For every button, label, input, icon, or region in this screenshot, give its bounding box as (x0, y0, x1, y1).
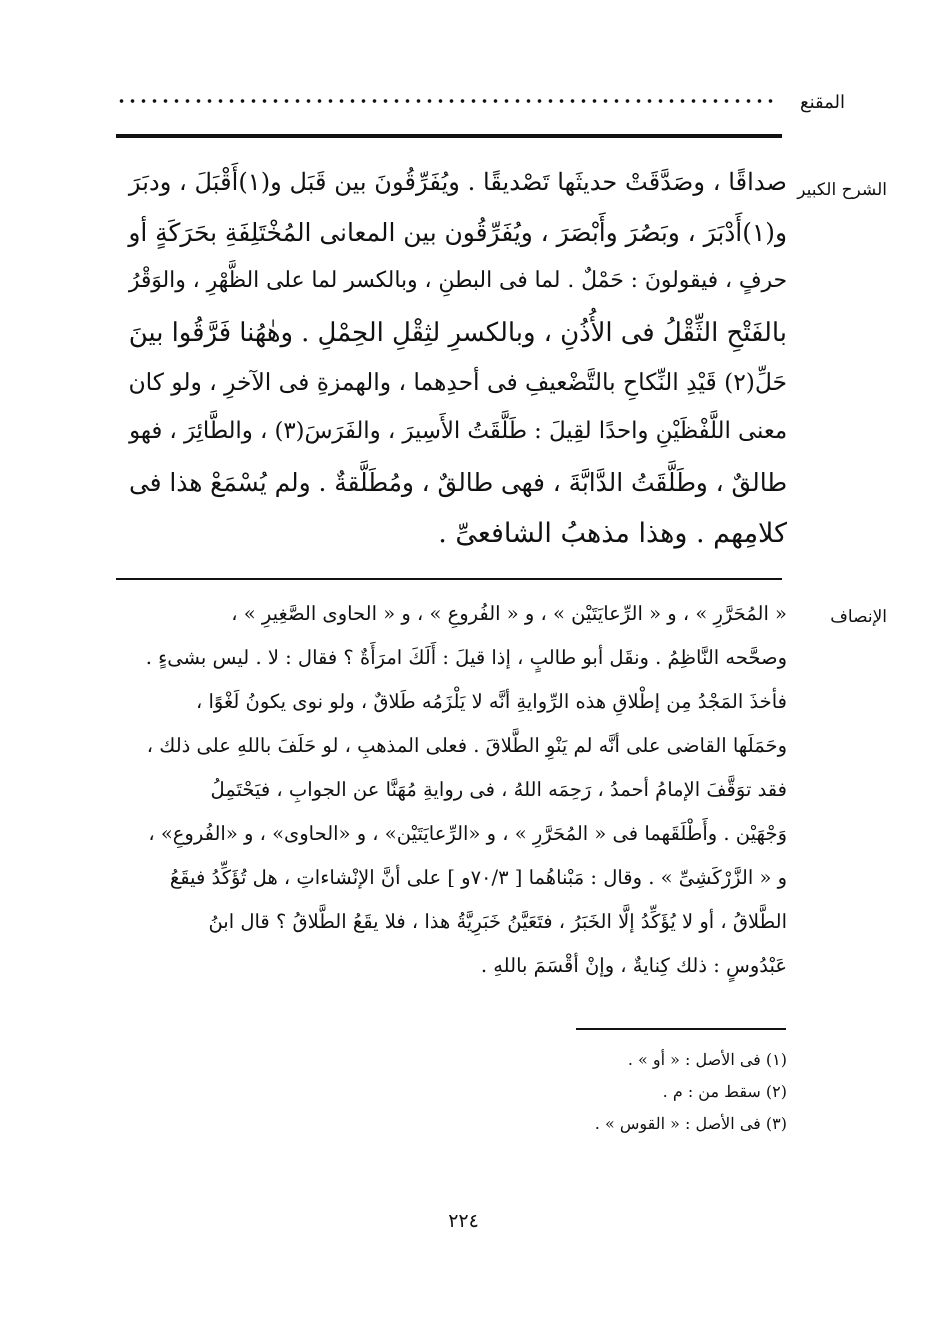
text-line: وحَمَلَها القاضى على أنَّه لم يَنْوِ الطَّلاقَ . فعلى المذهبِ ، لو حَلَفَ باللهِ على ذلك ، (146, 734, 787, 757)
text-line: الطَّلاقُ ، أو لا يُؤَكِّدُ إلَّا الخَبَرُ ، فتَعَيَّنُ خَبَرِيَّةُ هذا ، فلا يقَعُ الطَّلاقُ ؟ قال ابنُ (208, 910, 787, 933)
text-line: صداقًا ، وصَدَّقَتْ حديثَها تَصْديقًا . ويُفَرِّقُونَ بين قَبَل و(١)أَقْبَلَ ، ودبَرَ (128, 168, 787, 196)
text-line: وَجْهَيْن . وأَطْلَقَهما فى « المُحَرَّرِ » ، و «الرِّعايَتَيْن» ، و «الحاوى» ، و «الفُروعِ» ، (148, 822, 787, 845)
section-label-insaf: الإنصاف (830, 607, 887, 627)
text-line: معنى اللَّفْظَيْنِ واحدًا لقِيلَ : طَلَّقَتُ الأَسِيرَ ، والفَرَسَ(٣) ، والطَّائِرَ ، فهو (129, 418, 787, 444)
text-line: فقد توَقَّفَ الإمامُ أحمدُ ، رَحِمَه اللهُ ، فى روايةِ مُهَنَّا عن الجوابِ ، فيَحْتَمِلُ (210, 778, 787, 801)
text-line: فأخذَ المَجْدُ مِن إطْلاقِ هذه الرِّوايةِ أنَّه لا يَلْزَمُه طَلاقٌ ، ولو نوى يكونُ لَغْوًا ، (195, 690, 787, 713)
text-line: وصحَّحه النَّاظِمُ . ونقَل أبو طالبٍ ، إذا قيلَ : أَلَكَ امرَأَةٌ ؟ فقال : لا . ليس بشىءٍ . (145, 646, 787, 669)
footnote-rule (576, 1028, 786, 1030)
text-line: طالقٌ ، وطَلَّقَتُ الدَّابَّةَ ، فهى طالقٌ ، ومُطَلَّقةٌ . ولم يُسْمَعْ هذا فى (128, 468, 787, 497)
footnote: (١) فى الأصل : « أو » . (627, 1050, 787, 1069)
text-line: حرفٍ ، فيقولونَ : حَمْلٌ . لما فى البطنِ ، وبالكسر لما على الظَّهْرِ ، والوَقْرُ (128, 268, 787, 293)
text-line: « المُحَرَّرِ » ، و « الرِّعايَتَيْن » ، و « الفُروعِ » ، و « الحاوى الصَّغِيرِ » ، (231, 602, 787, 625)
page-number: ٢٢٤ (448, 1210, 479, 1232)
footnote: (٣) فى الأصل : « القوس » . (594, 1114, 787, 1133)
section-divider (116, 578, 782, 580)
text-line: و « الزَّرْكَشِىِّ » . وقال : مَبْناهُما [ ٧٠/٣و ] على أنَّ الإنْشاءاتِ ، هل تُؤَكِّدُ فيقَعُ (169, 866, 787, 889)
text-line: بالفَتْحِ الثِّقْلُ فى الأُذُنِ ، وبالكسرِ لثِقْلِ الحِمْلِ . وهٰهُنا فَرَّقُوا بينَ (128, 318, 787, 348)
text-line: كلامِهم . وهذا مذهبُ الشافعىِّ . (438, 518, 787, 549)
text-line: عَبْدُوسٍ : ذلك كِنايةٌ ، وإنْ أقْسَمَ باللهِ . (480, 954, 787, 977)
header-title: المقنع (799, 92, 845, 113)
header-rule (116, 134, 782, 138)
footnote: (٢) سقط من : م . (662, 1082, 787, 1101)
section-label-sharh: الشرح الكبير (797, 180, 887, 200)
header-dotted-rule (116, 96, 776, 106)
text-line: حَلِّ(٢) قَيْدِ النِّكاحِ بالتَّضْعيفِ فى أحدِهما ، والهمزةِ فى الآخرِ ، ولو كان (128, 368, 787, 396)
text-line: و(١)أَدْبَرَ ، وبَصُرَ وأَبْصَرَ ، ويُفَرِّقُون بين المعانى المُخْتَلِفَةِ بحَرَكَةٍ أو (128, 218, 787, 247)
